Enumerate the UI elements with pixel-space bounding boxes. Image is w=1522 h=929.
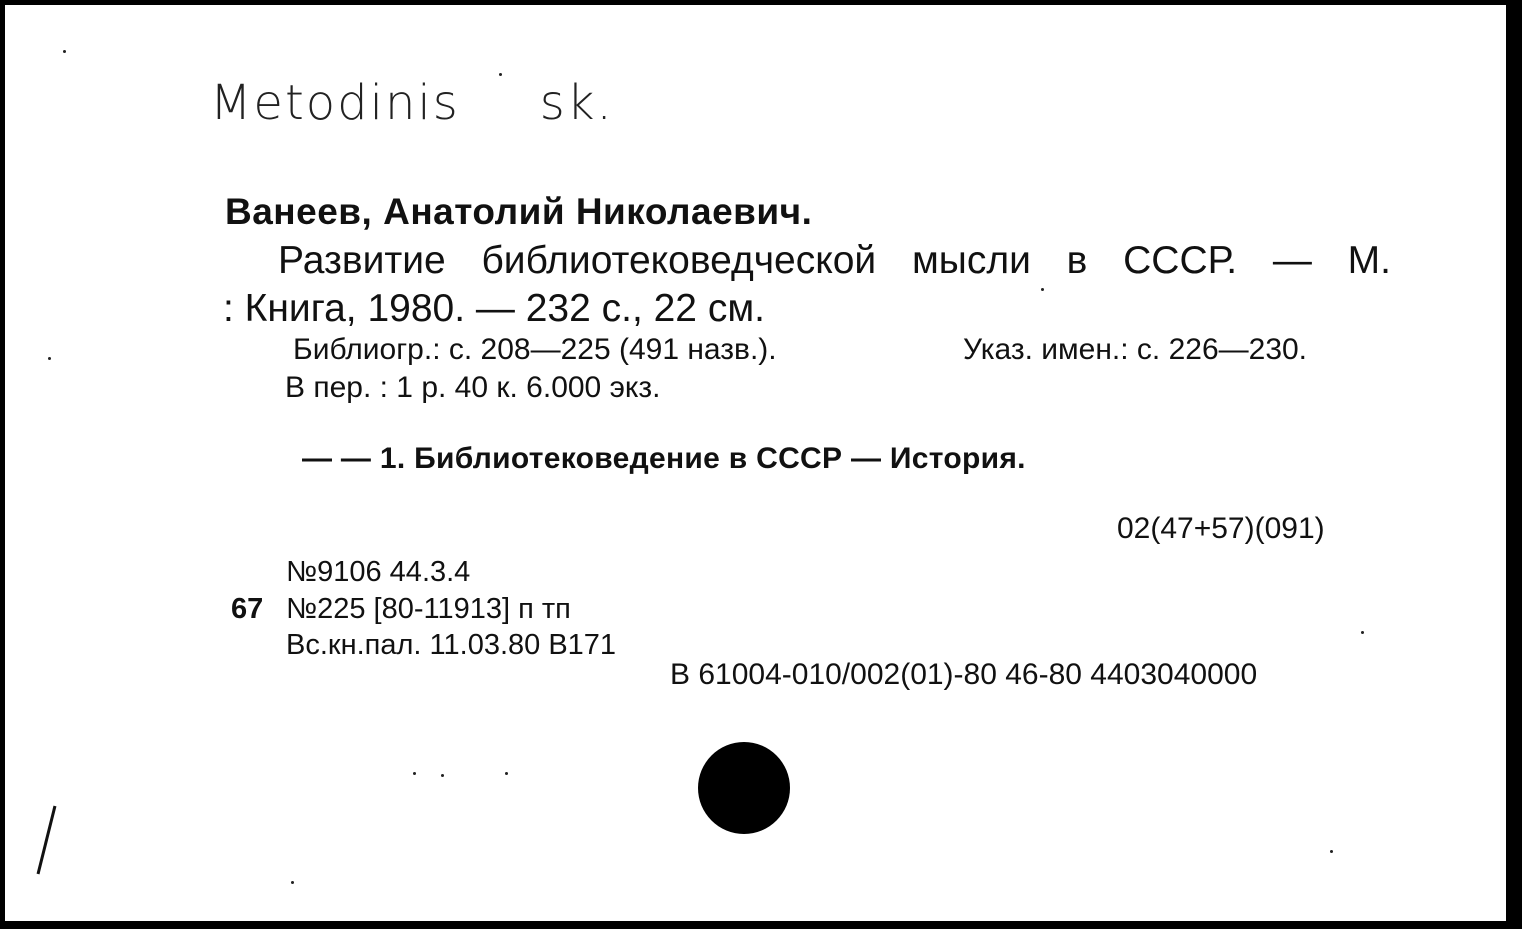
handwritten-note: [210, 75, 614, 131]
udc-classification: 02(47+57)(091): [1117, 512, 1325, 545]
bibliography-note: Библиогр.: с. 208—225 (491 назв.).: [293, 333, 777, 366]
tech-line-2-prefix: 67: [231, 593, 264, 625]
speck: [291, 881, 294, 884]
speck: [1041, 288, 1044, 291]
subject-heading: — — 1. Библиотековедение в СССР — История.: [302, 442, 1026, 475]
handwritten-word: Metodinis: [210, 75, 460, 131]
tech-line-1: №9106 44.3.4: [286, 556, 471, 588]
speck: [505, 772, 508, 775]
name-index-note: Указ. имен.: с. 226—230.: [963, 333, 1308, 366]
speck: [441, 774, 444, 777]
price-run-note: В пер. : 1 р. 40 к. 6.000 экз.: [285, 371, 661, 404]
tech-line-3: Вс.кн.пал. 11.03.80 В171: [286, 629, 617, 661]
speck: [499, 73, 502, 76]
speck: [1330, 850, 1333, 853]
title-line-2: : Книга, 1980. — 232 с., 22 см.: [223, 287, 765, 330]
speck: [63, 50, 66, 53]
speck: [48, 357, 51, 360]
publisher-code: В 61004-010/002(01)-80 46-80 4403040000: [670, 658, 1258, 691]
handwritten-abbrev: sk.: [539, 75, 614, 131]
speck: [1361, 631, 1364, 634]
punch-hole: [698, 742, 790, 834]
tech-line-2: №225 [80-11913] п тп: [286, 593, 571, 625]
author-heading: Ванеев, Анатолий Николаевич.: [225, 191, 813, 232]
speck: [413, 772, 416, 775]
title-line-1: Развитие библиотековедческой мысли в СССР. — М.: [278, 239, 1391, 282]
pencil-mark: [37, 806, 57, 875]
